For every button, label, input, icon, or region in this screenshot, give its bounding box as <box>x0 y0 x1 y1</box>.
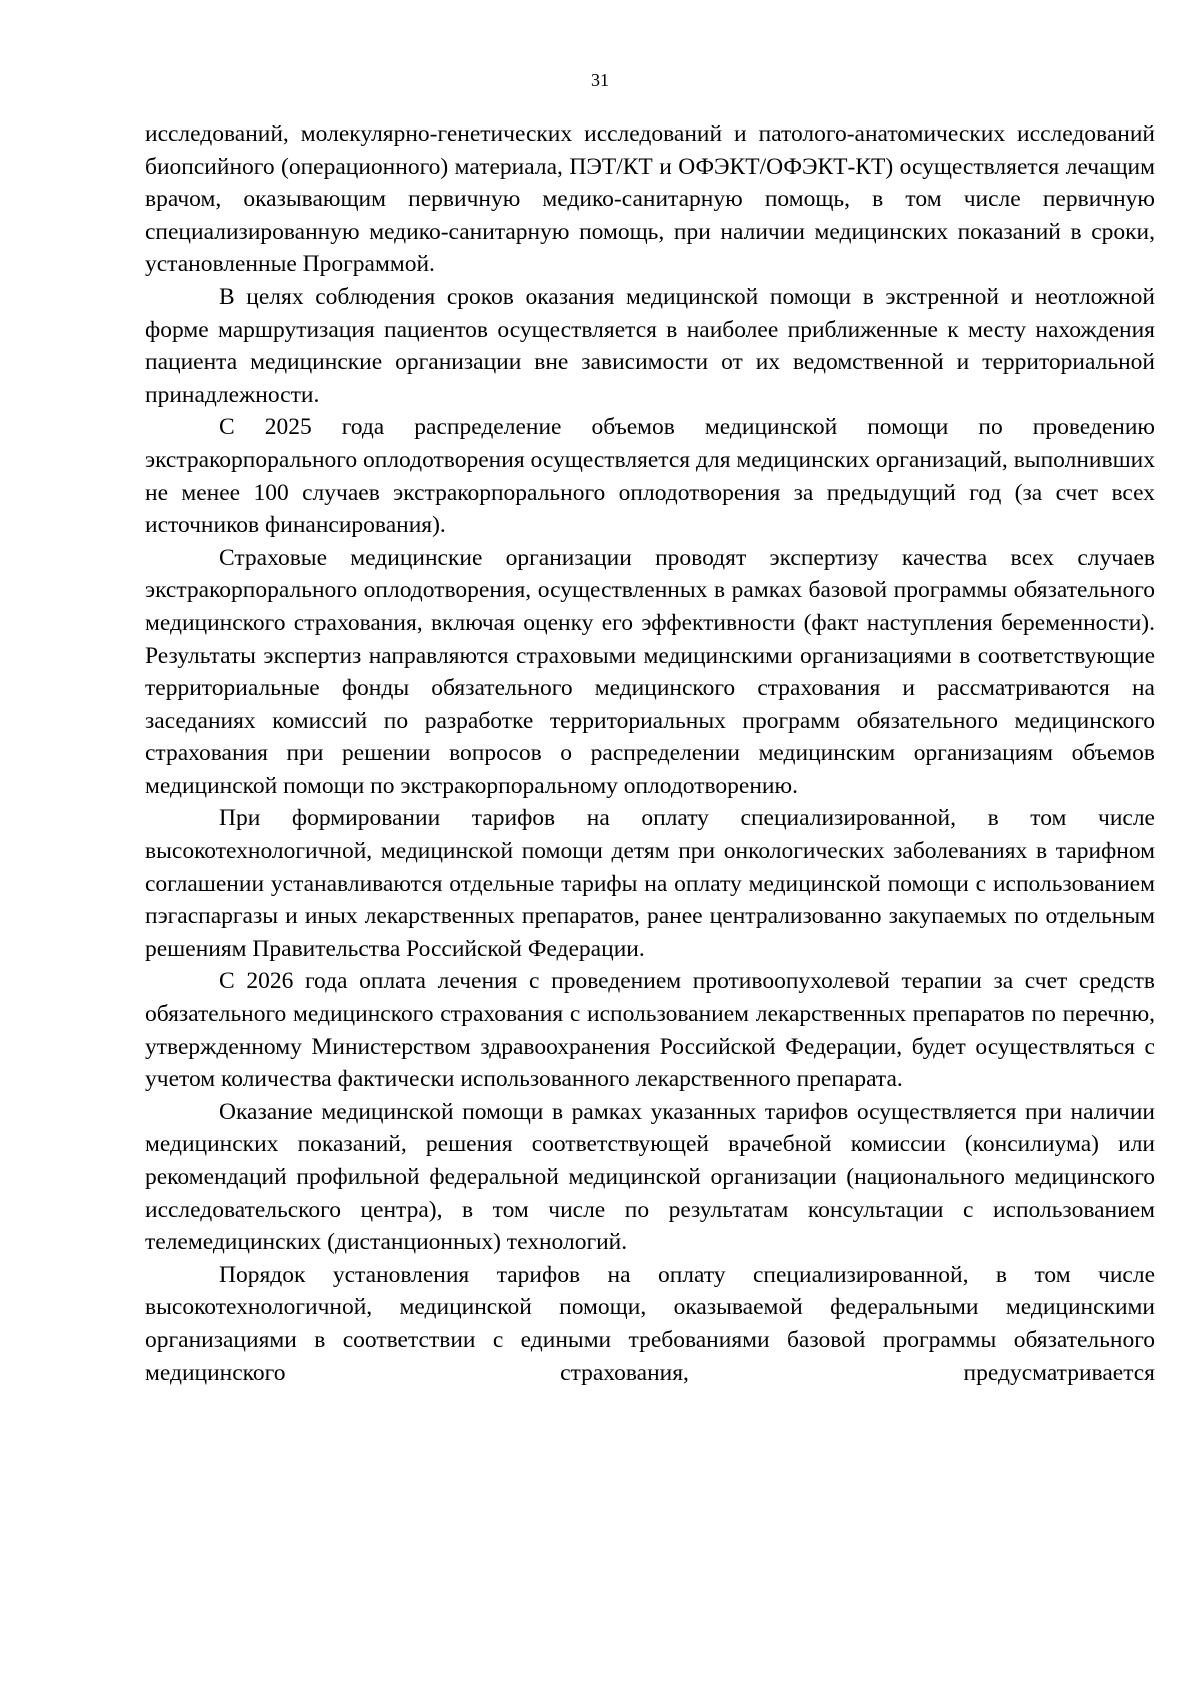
paragraph-antitumor-therapy: С 2026 года оплата лечения с проведением противоопухолевой терапии за счет средств обязательного медицинского страхования с использованием лекарственных препаратов по перечню, утвержденному Министерством здравоохранения Российской Федерации, будет осуществляться с учетом количества фактически использованного лекарственного препарата. <box>145 968 1155 1093</box>
document-body <box>145 118 1155 1389</box>
paragraph-federal-tariffs: Порядок установления тарифов на оплату специализированной, в том числе высокотехнологичной, медицинской помощи, оказываемой федеральными медицинскими организациями в соответствии с едиными требованиями базовой программы обязательного медицинского страхования, предусматривается <box>145 1261 1155 1386</box>
paragraph-oncology-tariffs: При формировании тарифов на оплату специализированной, в том числе высокотехнологичной, медицинской помощи детям при онкологических заболеваниях в тарифном соглашении устанавливаются отдельные тарифы на оплату медицинской помощи с использованием пэгаспаргазы и иных лекарственных препаратов, ранее централизованно закупаемых по отдельным решениям Правительства Российской Федерации. <box>145 805 1155 962</box>
paragraph-continuation: исследований, молекулярно-генетических исследований и патолого-анатомических исследований биопсийного (операционного) материала, ПЭТ/КТ и ОФЭКТ/ОФЭКТ-КТ) осуществляется лечащим врачом, оказывающим первичную медико-санитарную помощь, в том числе первичную специализированную медико-санитарную помощь, при наличии медицинских показаний в сроки, установленные Программой. <box>145 121 1155 278</box>
paragraph-care-conditions: Оказание медицинской помощи в рамках указанных тарифов осуществляется при наличии медицинских показаний, решения соответствующей врачебной комиссии (консилиума) или рекомендаций профильной федеральной медицинской организации (национального медицинского исследовательского центра), в том числе по результатам консультации с использованием телемедицинских (дистанционных) технологий. <box>145 1098 1155 1256</box>
paragraph-emergency-routing: В целях соблюдения сроков оказания медицинской помощи в экстренной и неотложной форме маршрутизация пациентов осуществляется в наиболее приближенные к месту нахождения пациента медицинские организации вне зависимости от их ведомственной и территориальной принадлежности. <box>145 283 1155 408</box>
paragraph-ivf-expertise: Страховые медицинские организации проводят экспертизу качества всех случаев экстракорпорального оплодотворения, осуществленных в рамках базовой программы обязательного медицинского страхования, включая оценку его эффективности (факт наступления беременности). Результаты экспертиз направляются страховыми медицинскими организациями в соответствующие территориальные фонды обязательного медицинского страхования и рассматриваются на заседаниях комиссий по разработке территориальных программ обязательного медицинского страхования при решении вопросов о распределении медицинским организациям объемов медицинской помощи по экстракорпоральному оплодотворению. <box>145 544 1155 799</box>
page-number: 31 <box>591 70 609 90</box>
paragraph-ivf-distribution: С 2025 года распределение объемов медицинской помощи по проведению экстракорпорального оплодотворения осуществляется для медицинских организаций, выполнивших не менее 100 случаев экстракорпорального оплодотворения за предыдущий год (за счет всех источников финансирования). <box>145 414 1155 539</box>
